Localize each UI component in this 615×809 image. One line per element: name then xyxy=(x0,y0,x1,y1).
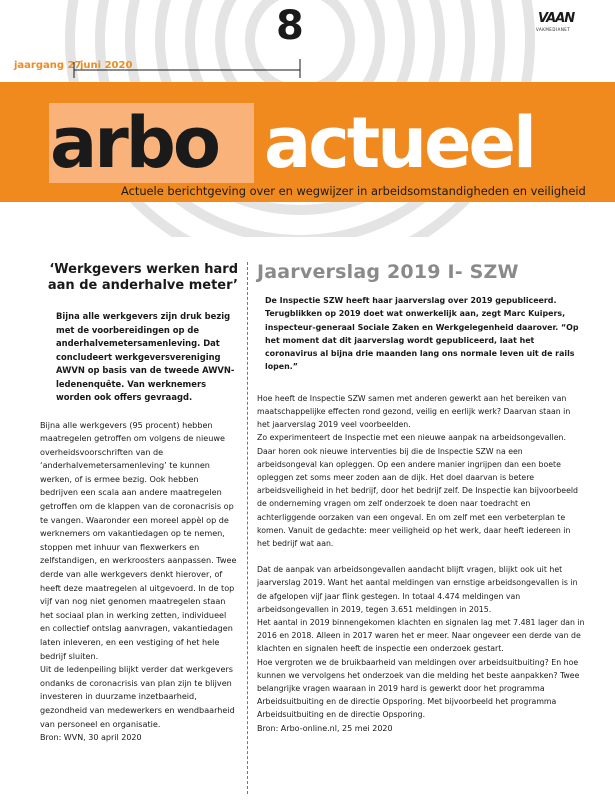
left-article xyxy=(40,262,238,744)
volume-label: jaargang 27 xyxy=(14,60,82,71)
right-article xyxy=(257,260,585,735)
masthead-tagline: Actuele berichtgeving over en wegwijzer in arbeidsomstandigheden en veiligheid xyxy=(121,184,586,198)
right-article-title: Jaarverslag 2019 I- SZW xyxy=(257,261,519,283)
masthead-title-arbo: arbo xyxy=(50,102,218,184)
left-article-intro: Bijna alle werkgevers zijn druk bezig met de voorbereidingen op de anderhalvemetersamenleving. Dat concludeert werkgeversvereniging AWVN op basis van de tweede AWVN-ledenenquête. Van werknemers worden ook offers gevraagd. xyxy=(56,311,235,402)
masthead-title-actueel: actueel xyxy=(264,102,534,184)
column-divider xyxy=(247,262,248,794)
right-article-paragraph: Hoe vergroten we de bruikbaarheid van meldingen over arbeidsuitbuiting? En hoe kunnen we vervolgens het onderzoek van die melding het beste aanpakken? Twee belangrijke vragen waaraan in 2019 hard is gewerkt door het programma Arbeidsuitbuiting en de directie Opsporing. Met bijvoorbeeld het programma Arbeidsuitbuiting en de directie Opsporing. xyxy=(257,657,580,720)
left-article-source: Bron: WVN, 30 april 2020 xyxy=(40,733,142,743)
left-article-title: ‘Werkgevers werken hard aan de anderhalve meter’ xyxy=(47,262,238,293)
right-article-paragraph: Het aantal in 2019 binnengekomen klachten en signalen lag met 7.481 lager dan in 2016 en 2018. Alleen in 2017 waren het er meer. Naar ongeveer een derde van de klachten en signalen heeft de inspectie een onderzoek gestart. xyxy=(257,618,585,654)
right-article-paragraph: Zo experimenteert de Inspectie met een nieuwe aanpak na arbeidsongevallen. Daar horen ook nieuwe interventies bij die de Inspectie SZW na een arbeidsongeval kan opleggen. Op een andere manier ingrijpen dan een boete opleggen zet soms meer zoden aan de dijk. Het doel daarvan is betere arbeidsveiligheid in het bedrijf, door het bedrijf zelf. De Inspectie kan bijvoorbeeld de onderneming vragen om zelf onderzoek te doen naar toedracht en achterliggende oorzaken van een ongeval. En om zelf met een verbeterplan te komen. Vanuit de gedachte: meer veiligheid op het werk, daar heeft iedereen in het bedrijf wat aan. xyxy=(257,433,578,549)
left-article-paragraph: Bijna alle werkgevers (95 procent) hebben maatregelen getroffen om volgens de nieuwe overheidsvoorschriften van de ‘anderhalvemetersamenleving’ te kunnen werken, of is ermee bezig. Ook hebben bedrijven een scala aan andere maatregelen getroffen om de klappen van de coronacrisis op te vangen. Waaronder een moreel appèl op de werknemers om vakantiedagen op te nemen, stoppen met inhuur van flexwerkers en zelfstandigen, en werkroosters aanpassen. Twee derde van alle werkgevers denkt hierover, of heeft deze maatregelen al uitgevoerd. In de top vijf van nog niet genomen maatregelen staan het sociaal plan in werking zetten, individueel en collectief ontslag aanvragen, vakantiedagen laten inleveren, en een vestiging of het hele bedrijf sluiten. xyxy=(40,419,237,661)
right-article-body xyxy=(257,392,585,735)
left-article-paragraph: Uit de ledenpeiling blijkt verder dat werkgevers ondanks de coronacrisis van plan zijn te blijven investeren in duurzame inzetbaarheid, gezondheid van medewerkers en wendbaarheid van personeel en organisatie. xyxy=(40,664,235,729)
masthead xyxy=(0,0,615,237)
right-article-paragraph: Hoe heeft de Inspectie SZW samen met anderen gewerkt aan het bereiken van maatschappelijke effecten rond gezond, veilig en eerlijk werk? Daarvan staan in het jaarverslag 2019 veel voorbeelden. xyxy=(257,393,571,430)
right-article-source: Bron: Arbo-online.nl, 25 mei 2020 xyxy=(257,723,393,733)
date-label: juni 2020 xyxy=(80,60,133,71)
right-article-paragraph: Dat de aanpak van arbeidsongevallen aandacht blijft vragen, blijkt ook uit het jaarverslag 2019. Want het aantal meldingen van ernstige arbeidsongevallen is in de afgelopen vijf jaar flink gestegen. In totaal 4.474 meldingen van arbeidsongevallen in 2019, tegen 3.651 meldingen in 2015. xyxy=(257,565,578,614)
publisher-logo-subtitle: VAKMEDIANET xyxy=(536,27,571,32)
issue-number: 8 xyxy=(276,3,304,49)
left-article-body xyxy=(40,419,238,745)
right-article-intro: De Inspectie SZW heeft haar jaarverslag over 2019 gepubliceerd. Terugblikken op 2019 doet wat onwerkelijk aan, zegt Marc Kuipers, inspecteur-generaal Sociale Zaken en Werkgelegenheid daarover. “Op het moment dat dit jaarverslag wordt gepubliceerd, laat het coronavirus al bijna drie maanden lang ons normale leven uit de rails lopen.” xyxy=(265,296,579,372)
publisher-logo: VAAN xyxy=(538,11,575,26)
